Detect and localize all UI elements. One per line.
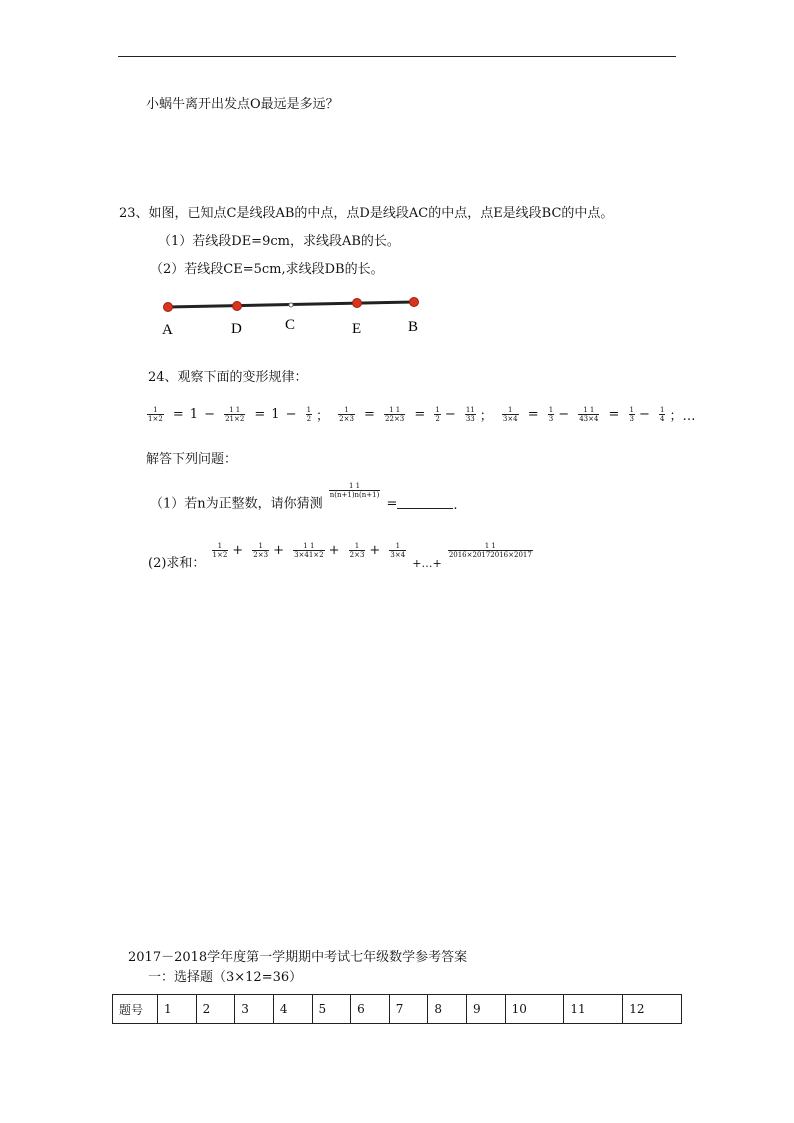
table-cell: 10 (505, 995, 564, 1024)
q24-part1: （1）若n为正整数，请你猜测 $\frac{1 1}{n(n+1)n(n+1)}$ = . (150, 482, 458, 513)
q24-answer-prompt: 解答下列问题： (146, 452, 238, 467)
answer-blank[interactable] (397, 497, 453, 509)
table-row (113, 995, 682, 1024)
answer-table (112, 994, 682, 1024)
frac: $\frac{1 1}{21\times 2}$ (225, 406, 245, 423)
frac: $\frac{1}{2}$ (435, 406, 440, 423)
q24-stem: 24、观察下面的变形规律： (148, 370, 308, 385)
segment-diagram (158, 292, 428, 340)
q23-part1: （1）若线段DE=9cm，求线段AB的长。 (158, 234, 400, 249)
point-c (289, 303, 293, 307)
frac: $\frac{1}{2\times 3}$ (339, 406, 354, 423)
frac: $\frac{1}{3}$ (629, 406, 634, 423)
header-rule (118, 56, 676, 57)
table-cell: 7 (389, 995, 428, 1024)
table-cell: 5 (312, 995, 351, 1024)
frac: $\frac{1}{3\times 4}$ (502, 406, 518, 423)
table-header-cell: 题号 (113, 995, 158, 1024)
guess-fraction: $\frac{1 1}{n(n+1)n(n+1)}$ (329, 482, 380, 499)
q23-part2: （2）若线段CE=5cm,求线段DB的长。 (150, 262, 384, 277)
frac: $\frac{1 1}{43\times 4}$ (579, 406, 599, 423)
sum-last-term: $\frac{1 1}{2016\times 20172016\times 2017}$ (448, 542, 532, 559)
frac: $\frac{1}{4}$ (660, 406, 665, 423)
table-cell: 8 (428, 995, 467, 1024)
label-c: C (285, 317, 296, 333)
q24-pattern: $\frac{1}{1\times 2}$ = 1 − $\frac{1 1}{21\times 2}$ = 1 − $\frac{1}{2}$ ； $\frac{1}{2\times 3}$ = $\frac{1 1}{22\times 3}$ = $\frac{1}{2}$ − $\frac{11}{33}$ ； $\frac{1}{3\times 4}$ = $\frac{1}{3}$ − $\frac{1 1}{43\times 4}$ = $\frac{1}{3}$ − $\frac{1}{4}$ ；… (148, 406, 696, 424)
table-cell: 3 (235, 995, 274, 1024)
table-cell: 12 (623, 995, 682, 1024)
point-a (164, 303, 173, 312)
point-e (353, 299, 362, 308)
point-b (410, 298, 419, 307)
q22-tail-text: 小蜗牛离开出发点O最远是多远？ (146, 97, 339, 112)
sum-term: $\frac{1}{2\times 3}$ (253, 542, 269, 559)
sum-term: $\frac{1}{1\times 2}$ (212, 542, 228, 559)
sum-term: $\frac{1}{3\times 4}$ (390, 542, 406, 559)
label-d: D (231, 321, 242, 337)
answer-key-section: 一：选择题（3×12=36） (148, 970, 303, 985)
label-b: B (408, 319, 419, 335)
frac: $\frac{1}{1\times 2}$ (148, 406, 163, 423)
label-e: E (352, 321, 362, 337)
point-d (233, 302, 242, 311)
q23-stem: 23、如图，已知点C是线段AB的中点，点D是线段AC的中点，点E是线段BC的中点。 (119, 206, 614, 221)
frac: $\frac{1 1}{22\times 3}$ (385, 406, 405, 423)
frac: $\frac{1}{3}$ (548, 406, 554, 423)
label-a: A (162, 322, 173, 338)
table-cell: 11 (564, 995, 623, 1024)
table-cell: 9 (467, 995, 506, 1024)
sum-term: $\frac{1 1}{3\times 41\times 2}$ (294, 542, 324, 559)
frac: $\frac{11}{33}$ (465, 406, 475, 423)
q24-part2: $_{(2)求和:}$ $\frac{1}{1\times 2}$ + $\frac{1}{2\times 3}$ + $\frac{1 1}{3\times 41\times 2}$ + $\frac{1}{2\times 3}$ + $\frac{1}{3\times 4}$ $_{+\dots+}$ $\frac{1 1}{2016\times 20172016\times 2017}$ (148, 542, 532, 571)
table-cell: 2 (196, 995, 235, 1024)
sum-term: $\frac{1}{2\times 3}$ (349, 542, 365, 559)
table-cell: 4 (273, 995, 312, 1024)
frac: $\frac{1}{2}$ (306, 406, 312, 423)
table-cell: 1 (158, 995, 197, 1024)
answer-key-title: 2017－2018学年度第一学期期中考试七年级数学参考答案 (128, 950, 468, 965)
table-cell: 6 (351, 995, 390, 1024)
segment-figure (158, 292, 428, 340)
